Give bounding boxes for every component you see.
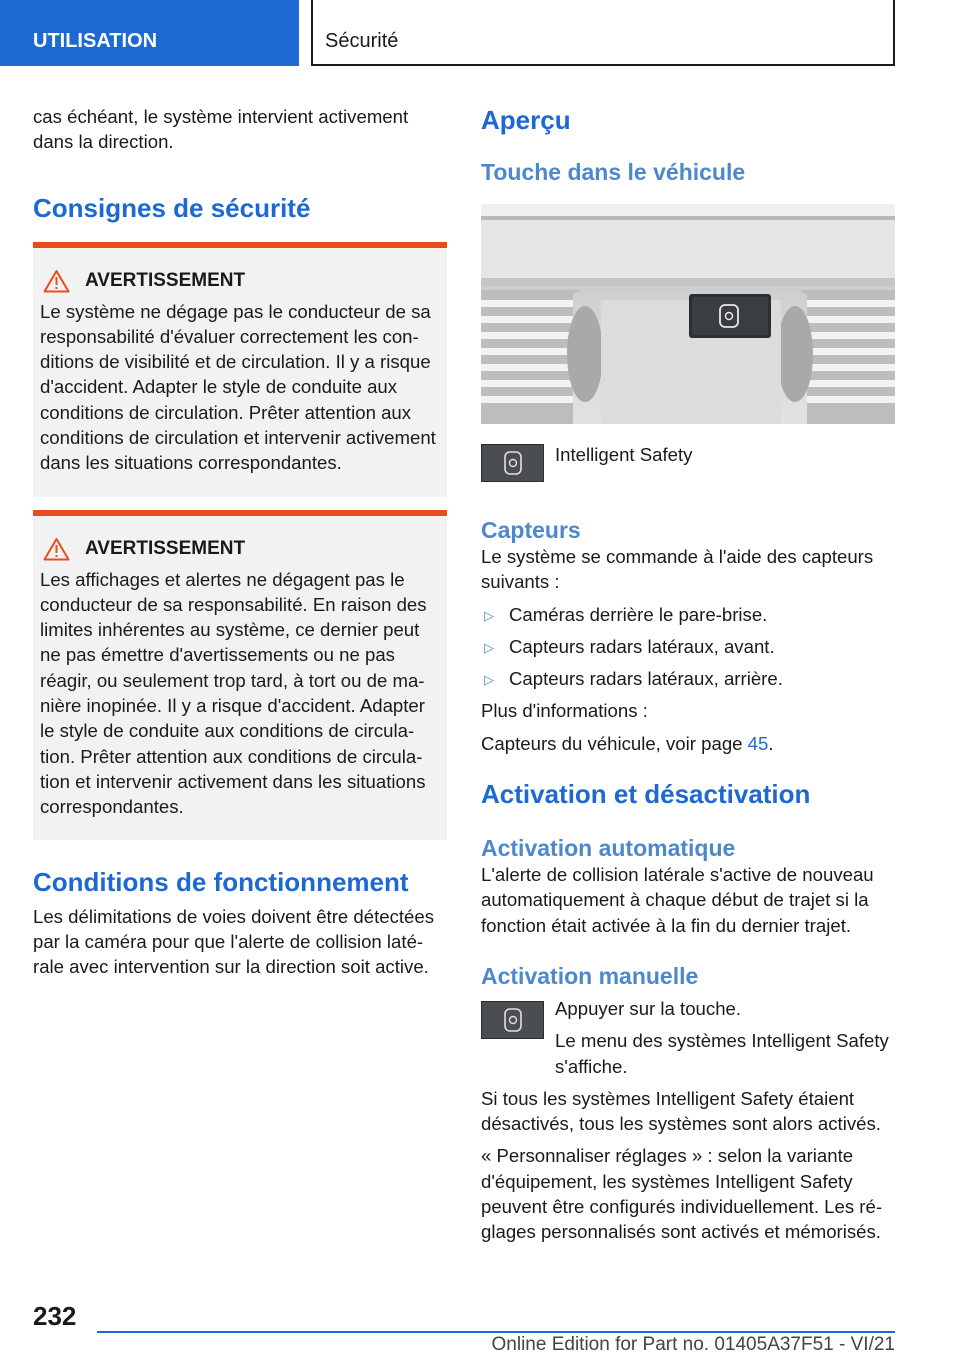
left-air-vent: [481, 290, 581, 420]
left-column: [33, 100, 447, 979]
list-item-text: Caméras derrière le pare-brise.: [509, 603, 768, 625]
intelligent-safety-icon: [481, 444, 544, 482]
list-item-text: Capteurs radars latéraux, avant.: [509, 635, 775, 657]
manual-text-2: « Personnaliser réglages » : selon la variante d'équipement, les systèmes Intelligent Safety peuvent être configurés individuellement. Les réglages personnalisés sont activés et mémorisés.: [481, 1145, 883, 1243]
safety-heading: Consignes de sécurité: [33, 192, 311, 223]
manual-step-1: Appuyer sur la touche.: [555, 997, 742, 1019]
page-reference-link[interactable]: 45: [747, 732, 769, 754]
triangle-right-icon: ▷: [484, 672, 494, 688]
manual-step-row: [481, 996, 895, 1079]
auto-activation-heading: Activation automatique: [481, 835, 736, 862]
list-item: [481, 634, 895, 659]
warning-box-1: [33, 242, 447, 497]
activation-heading: Activation et désactivation: [481, 779, 811, 810]
manual-activation-heading: Activation manuelle: [481, 962, 699, 989]
warning-title-text-1: AVERTISSEMENT: [85, 269, 246, 291]
list-item-text: Capteurs radars latéraux, arrière.: [509, 668, 783, 690]
header-chapter-label: Sécurité: [325, 30, 399, 52]
sensors-heading: Capteurs: [481, 517, 581, 543]
intro-paragraph: cas échéant, le système intervient activement dans la direction.: [33, 106, 409, 153]
manual-steps: [555, 996, 895, 1079]
page-reference-end: .: [768, 732, 774, 754]
conditions-paragraph: Les délimitations de voies doivent être détectées par la caméra pour que l'alerte de collision latérale avec intervention sur la direction soit active.: [33, 905, 435, 978]
button-heading: Touche dans le véhicule: [481, 159, 746, 185]
warning-triangle-icon: [43, 269, 70, 293]
triangle-right-icon: ▷: [484, 607, 494, 623]
footer-edition: Online Edition for Part no. 01405A37F51 - VI/21: [491, 1334, 895, 1355]
warning-title-text-2: AVERTISSEMENT: [85, 537, 246, 559]
auto-activation-text: L'alerte de collision latérale s'active de nouveau automatiquement à chaque début de trajet si la fonction était activée à la fin du dernier trajet.: [481, 864, 874, 936]
warning-triangle-icon: [43, 537, 70, 561]
warning-box-2: [33, 510, 447, 840]
conditions-heading: Conditions de fonctionnement: [33, 866, 409, 897]
page-number: 232: [33, 1301, 77, 1331]
warning-title-1: [40, 268, 439, 294]
vehicle-button-photo: [481, 204, 895, 424]
header-chapter-box: [311, 0, 895, 66]
warning-title-2: [40, 536, 439, 562]
list-item: [481, 602, 895, 627]
list-item: [481, 666, 895, 691]
page-reference-text: Capteurs du véhicule, voir page: [481, 732, 748, 754]
more-info-label: Plus d'informations :: [481, 700, 648, 722]
intelligent-safety-button-photo: [689, 294, 771, 338]
button-caption: Intelligent Safety: [555, 444, 693, 465]
header-section-tab: [0, 0, 299, 66]
right-air-vent: [801, 290, 895, 420]
overview-heading: Aperçu: [481, 105, 571, 135]
sensors-list: [481, 602, 895, 692]
manual-text-1: Si tous les systèmes Intelligent Safety étaient désactivés, tous les systèmes sont alors activés.: [481, 1087, 881, 1135]
right-column: [481, 100, 895, 1245]
triangle-right-icon: ▷: [484, 639, 494, 655]
page-reference: [481, 731, 895, 756]
warning-text-1: Le système ne dégage pas le conducteur de sa responsabilité d'évaluer correctement les conditions de visibilité et de circulation. Il y a risque d'accident. Adapter le style de conduite aux conditions de circulation. Prêter attention aux conditions de circulation et intervenir activement dans les situations correspondantes.: [40, 300, 436, 474]
manual-step-2: Le menu des systèmes Intelligent Safety s'affiche.: [555, 1030, 889, 1077]
button-caption-row: [481, 444, 895, 482]
footer-divider: [97, 1331, 895, 1333]
warning-text-2: Les affichages et alertes ne dégagent pas le conducteur de sa responsabilité. En raison des limites inhérentes au système, ce dernier peut ne pas émettre d'avertissements ou ne pas réagir, ou seulement trop tard, à tort ou de manière inopinée. Il y a risque d'accident. Adapter le style de conduite aux conditions de circulation. Prêter attention aux conditions de circulation et intervenir activement dans les situations correspondantes.: [40, 568, 427, 818]
header-section-label: UTILISATION: [33, 30, 158, 52]
sensors-intro: Le système se commande à l'aide des capteurs suivants :: [481, 546, 874, 593]
